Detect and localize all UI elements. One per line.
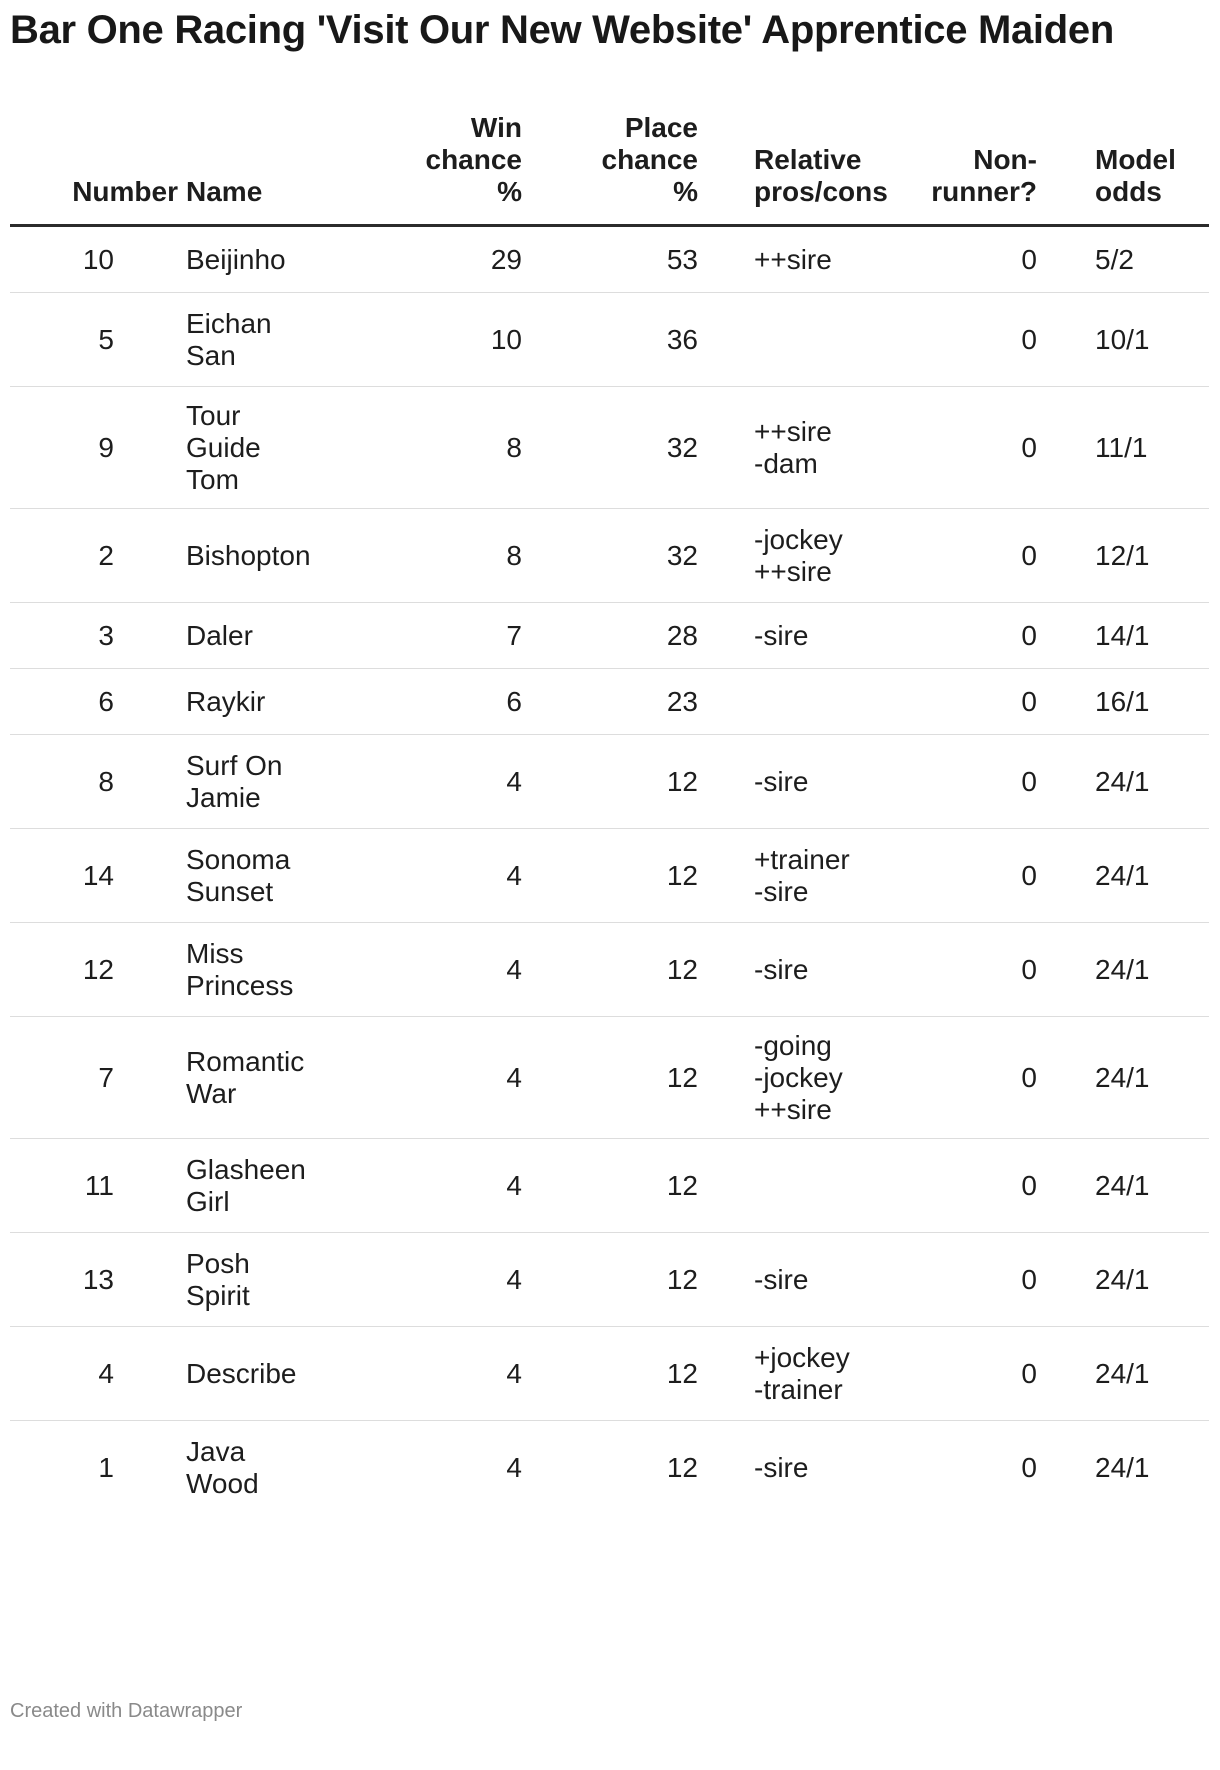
cell-place: 32: [538, 509, 712, 603]
cell-place: 28: [538, 603, 712, 669]
cell-name-line: Spirit: [186, 1279, 250, 1311]
cell-name-line: Wood: [186, 1467, 259, 1499]
cell-number: 1: [98, 1451, 114, 1483]
column-header-odds: [1037, 112, 1209, 226]
table-row: [10, 923, 1209, 1017]
cell-relative: [712, 829, 880, 923]
cell-relative-line: -sire: [754, 875, 809, 907]
cell-relative-line: -sire: [754, 1263, 809, 1295]
cell-nonrunner: 0: [880, 293, 1037, 387]
cell-name-line: Tour: [186, 399, 241, 431]
cell-number: 12: [10, 923, 178, 1017]
cell-odds: 24/1: [1037, 1139, 1209, 1233]
cell-name: [178, 387, 384, 509]
cell-win: 4: [384, 735, 538, 829]
table-body: [10, 226, 1209, 1515]
table-row: [10, 1421, 1209, 1515]
cell-relative: [712, 387, 880, 509]
cell-name: [178, 1421, 384, 1515]
cell-name: [178, 735, 384, 829]
cell-name: [178, 1139, 384, 1233]
column-header-nonrunner: [880, 112, 1037, 226]
cell-nonrunner: 0: [880, 669, 1037, 735]
cell-name-line: Miss: [186, 937, 244, 969]
cell-win: 4: [384, 1017, 538, 1139]
cell-odds: 10/1: [1037, 293, 1209, 387]
cell-win: 4: [384, 829, 538, 923]
table-row: [10, 293, 1209, 387]
column-header-number: [10, 112, 178, 226]
column-header-win-line: chance: [425, 144, 522, 175]
cell-nonrunner: 0: [880, 1139, 1037, 1233]
cell-name-line: Daler: [186, 619, 253, 651]
cell-place: 12: [538, 923, 712, 1017]
column-header-place-line: %: [673, 176, 698, 207]
cell-name: [178, 1017, 384, 1139]
cell-number: 14: [10, 829, 178, 923]
cell-name-line: Raykir: [186, 685, 266, 717]
cell-nonrunner: 0: [880, 1233, 1037, 1327]
cell-number: 2: [10, 509, 178, 603]
cell-place: 12: [538, 829, 712, 923]
cell-number: 3: [10, 603, 178, 669]
cell-relative: [712, 509, 880, 603]
cell-number: 13: [10, 1233, 178, 1327]
cell-relative-line: +trainer: [754, 843, 850, 875]
cell-name-line: Posh: [186, 1247, 250, 1279]
cell-nonrunner: 0: [880, 509, 1037, 603]
cell-nonrunner: 0: [880, 226, 1037, 293]
column-header-place: [538, 112, 712, 226]
cell-relative-line: ++sire: [754, 243, 832, 275]
column-header-relative-line: pros/cons: [754, 176, 888, 207]
cell-name: [178, 923, 384, 1017]
cell-name-line: Guide: [186, 431, 261, 463]
table-row: [10, 1139, 1209, 1233]
cell-place: 12: [538, 1233, 712, 1327]
cell-number: 11: [10, 1139, 178, 1233]
cell-odds: 24/1: [1037, 1233, 1209, 1327]
cell-number: 4: [10, 1327, 178, 1421]
cell-relative: [712, 1233, 880, 1327]
column-header-relative: [712, 112, 888, 226]
cell-name: [178, 509, 384, 603]
cell-win: 4: [384, 923, 538, 1017]
cell-relative: [712, 226, 880, 293]
cell-win: 10: [384, 293, 538, 387]
cell-odds: 12/1: [1037, 509, 1209, 603]
cell-name-line: Girl: [186, 1185, 230, 1217]
cell-relative-line: -dam: [754, 447, 818, 479]
chart-title: Bar One Racing 'Visit Our New Website' Apprentice Maiden: [10, 8, 1114, 52]
cell-number: 6: [10, 669, 178, 735]
table-row: [10, 669, 1209, 735]
column-header-place-line: Place: [624, 112, 698, 143]
cell-name-line: Describe: [186, 1357, 297, 1389]
cell-relative-line: ++sire: [754, 1093, 832, 1125]
cell-place: 53: [538, 226, 712, 293]
cell-odds: 24/1: [1037, 1017, 1209, 1139]
cell-relative: [712, 603, 880, 669]
cell-relative-line: -sire: [754, 765, 809, 797]
table-row: [10, 1233, 1209, 1327]
cell-relative-line: ++sire: [754, 555, 832, 587]
cell-win: 4: [384, 1233, 538, 1327]
cell-odds: 24/1: [1037, 923, 1209, 1017]
column-header-number-line: Number: [72, 176, 178, 207]
cell-nonrunner: 0: [880, 829, 1037, 923]
cell-win: 4: [384, 1327, 538, 1421]
cell-odds: 11/1: [1037, 387, 1209, 509]
cell-odds: 24/1: [1037, 735, 1209, 829]
cell-relative-line: -jockey: [754, 1061, 843, 1093]
cell-relative: [712, 1139, 880, 1233]
table-row: [10, 829, 1209, 923]
column-header-win-line: Win: [470, 112, 522, 143]
cell-name-line: Romantic: [186, 1045, 305, 1077]
cell-number: 7: [10, 1017, 178, 1139]
cell-name-line: Eichan: [186, 307, 272, 339]
cell-relative-line: -sire: [754, 1451, 809, 1483]
table-row: [10, 735, 1209, 829]
column-header-nonrunner-line: Non-: [973, 144, 1037, 175]
table-row: [10, 226, 1209, 293]
cell-name-line: Sonoma: [186, 843, 291, 875]
cell-number: 8: [10, 735, 178, 829]
cell-relative-line: -sire: [754, 619, 809, 651]
cell-relative-line: -trainer: [754, 1373, 843, 1405]
cell-relative: [712, 1421, 880, 1515]
cell-odds: 14/1: [1037, 603, 1209, 669]
cell-relative: [712, 293, 880, 387]
cell-name-line: Java: [186, 1435, 246, 1467]
cell-win: 8: [384, 387, 538, 509]
cell-nonrunner: 0: [880, 1017, 1037, 1139]
cell-win: 6: [384, 669, 538, 735]
cell-odds: 24/1: [1095, 1451, 1150, 1483]
column-header-odds-line: odds: [1095, 176, 1162, 207]
column-header-relative-line: Relative: [754, 144, 862, 175]
cell-relative-line: -sire: [754, 953, 809, 985]
cell-name-line: Beijinho: [186, 243, 286, 275]
column-header-place-line: chance: [601, 144, 698, 175]
cell-name-line: San: [186, 339, 236, 371]
cell-name-line: Princess: [186, 969, 294, 1001]
table-row: [10, 1327, 1209, 1421]
cell-name-line: Jamie: [186, 781, 261, 813]
cell-name: [178, 226, 384, 293]
table-row: [10, 1017, 1209, 1139]
cell-odds: 5/2: [1037, 226, 1209, 293]
cell-relative-line: +jockey: [754, 1341, 850, 1373]
cell-relative-line: -going: [754, 1029, 832, 1061]
cell-name-line: Bishopton: [186, 539, 311, 571]
cell-name: [178, 669, 384, 735]
table-row: [10, 387, 1209, 509]
cell-place: 12: [538, 1017, 712, 1139]
cell-odds: 24/1: [1037, 1327, 1209, 1421]
cell-name: [178, 829, 384, 923]
cell-win: 8: [384, 509, 538, 603]
footer-credit: Created with Datawrapper: [10, 1700, 243, 1722]
cell-place: 23: [538, 669, 712, 735]
table-row: [10, 603, 1209, 669]
cell-number: 9: [10, 387, 178, 509]
cell-place: 12: [538, 1139, 712, 1233]
cell-name-line: Surf On: [186, 749, 283, 781]
cell-relative-line: -jockey: [754, 523, 843, 555]
cell-win: 4: [506, 1451, 522, 1483]
table-row: [10, 509, 1209, 603]
cell-relative: [712, 923, 880, 1017]
cell-relative: [712, 1327, 880, 1421]
cell-relative: [712, 669, 880, 735]
table-header-row: [10, 112, 1209, 226]
cell-name-line: Tom: [186, 463, 239, 495]
cell-nonrunner: 0: [880, 1327, 1037, 1421]
odds-table: [10, 112, 1209, 1515]
cell-name-line: War: [186, 1077, 237, 1109]
cell-number: 5: [10, 293, 178, 387]
cell-name: [178, 293, 384, 387]
cell-win: 29: [384, 226, 538, 293]
column-header-name: [178, 112, 384, 226]
cell-name: [178, 603, 384, 669]
cell-nonrunner: 0: [880, 923, 1037, 1017]
column-header-win: [384, 112, 538, 226]
cell-place: 12: [538, 1327, 712, 1421]
cell-nonrunner: 0: [1021, 1451, 1037, 1483]
cell-relative: [712, 1017, 880, 1139]
cell-place: 36: [538, 293, 712, 387]
cell-number: 10: [10, 226, 178, 293]
cell-name: [178, 1327, 384, 1421]
cell-name-line: Glasheen: [186, 1153, 306, 1185]
cell-win: 4: [384, 1139, 538, 1233]
cell-relative-line: ++sire: [754, 415, 832, 447]
cell-relative: [712, 735, 880, 829]
cell-place: 12: [666, 1451, 698, 1483]
column-header-odds-line: Model: [1095, 144, 1176, 175]
cell-nonrunner: 0: [880, 603, 1037, 669]
cell-nonrunner: 0: [880, 387, 1037, 509]
column-header-win-line: %: [497, 176, 522, 207]
cell-odds: 16/1: [1037, 669, 1209, 735]
column-header-nonrunner-line: runner?: [931, 176, 1037, 207]
cell-win: 7: [384, 603, 538, 669]
cell-place: 32: [538, 387, 712, 509]
cell-name-line: Sunset: [186, 875, 274, 907]
column-header-name-line: Name: [186, 176, 263, 207]
cell-name: [178, 1233, 384, 1327]
cell-nonrunner: 0: [880, 735, 1037, 829]
cell-odds: 24/1: [1037, 829, 1209, 923]
cell-place: 12: [538, 735, 712, 829]
